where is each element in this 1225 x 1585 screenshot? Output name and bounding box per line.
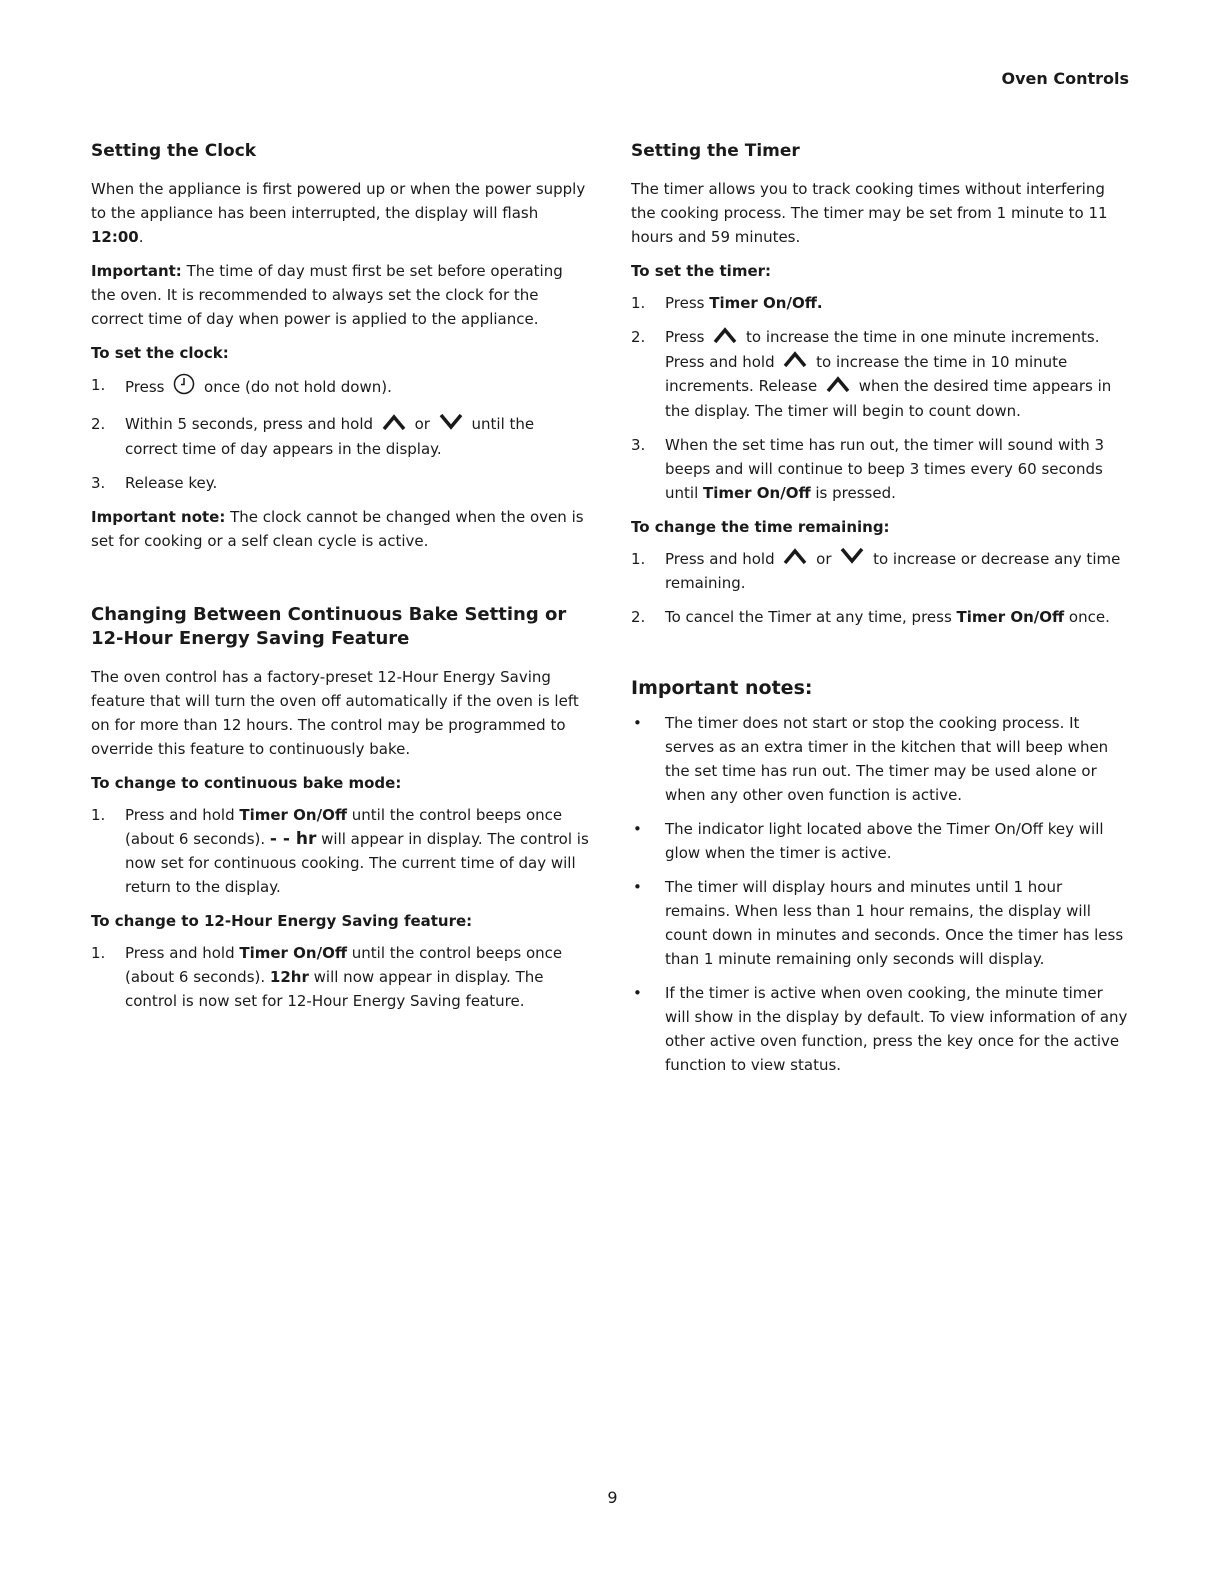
list-item: 1. Press and hold Timer On/Off until the control beeps once (about 6 seconds). - - hr will appear in display. The control is now set for continuous cooking. The current time of day will return to the display. — [91, 805, 589, 896]
list-item: 1. Press Timer On/Off. — [631, 294, 823, 312]
up-arrow-icon — [826, 375, 850, 399]
timer-steps — [631, 291, 1131, 505]
list-item: • The timer does not start or stop the cooking process. It serves as an extra timer in the kitchen that will beep when the set time has run out. The timer may be used alone or when any other oven function is active. — [633, 714, 1109, 804]
list-item: • The timer will display hours and minutes until 1 hour remains. When less than 1 hour remains, the display will count down in minutes and seconds. Once the timer has less than 1 minute remaining only seconds will display. — [633, 878, 1124, 968]
bake-subhead-energy: To change to 12-Hour Energy Saving feature: — [91, 911, 473, 930]
page-header: Oven Controls — [1001, 69, 1129, 88]
up-arrow-icon — [783, 350, 807, 374]
up-arrow-icon — [713, 326, 737, 350]
left-column — [91, 139, 591, 1023]
timer-section-title: Setting the Timer — [631, 141, 800, 161]
list-item: 3. When the set time has run out, the timer will sound with 3 beeps and will continue to beep 3 times every 60 seconds until Timer On/Off is pressed. — [631, 435, 1105, 502]
clock-intro: When the appliance is first powered up or when the power supply to the appliance has been interrupted, the display will flash 12:00. — [91, 180, 586, 246]
timer-intro: The timer allows you to track cooking times without interfering the cooking process. The timer may be set from 1 minute to 11 hours and 59 minutes. — [631, 180, 1108, 246]
clock-icon — [173, 373, 195, 402]
bake-subhead-continuous: To change to continuous bake mode: — [91, 773, 402, 792]
continuous-steps — [91, 803, 591, 899]
page-number: 9 — [607, 1488, 618, 1507]
clock-important: Important: The time of day must first be set before operating the oven. It is recommended to always set the clock for the correct time of day when power is applied to the appliance. — [91, 262, 563, 328]
clock-section-title: Setting the Clock — [91, 141, 257, 161]
right-column — [631, 139, 1131, 1087]
clock-note: Important note: The clock cannot be changed when the oven is set for cooking or a self clean cycle is active. — [91, 507, 584, 550]
energy-steps — [91, 941, 591, 1013]
down-arrow-icon — [439, 413, 463, 437]
timer-subhead: To set the timer: — [631, 262, 772, 280]
list-item: 1. Press and hold or to increase or decrease any time remaining. — [631, 547, 1131, 596]
bake-section-title: Changing Between Continuous Bake Setting or 12-Hour Energy Saving Feature — [91, 603, 567, 649]
list-item: 2. Press to increase the time in one minute increments. Press and hold to increase the time in 10 minute increments. Release when the desired time appears in the display. The timer will begin to count down. — [631, 325, 1131, 423]
clock-steps — [91, 373, 591, 495]
dash-hr-display: - - hr — [269, 828, 317, 849]
up-arrow-icon — [382, 413, 406, 437]
down-arrow-icon — [840, 547, 864, 571]
list-item: • The indicator light located above the Timer On/Off key will glow when the timer is active. — [633, 820, 1104, 862]
important-notes-list — [631, 711, 1131, 1077]
remaining-steps — [631, 547, 1131, 630]
list-item: 1. Press and hold Timer On/Off until the control beeps once (about 6 seconds). 12hr will now appear in display. The control is now set for 12-Hour Energy Saving feature. — [91, 943, 563, 1010]
list-item: 3. Release key. — [91, 473, 218, 492]
list-item: 1. Press once (do not hold down). — [91, 373, 591, 402]
important-notes-title: Important notes: — [631, 677, 813, 699]
timer-remaining-subhead: To change the time remaining: — [631, 517, 890, 536]
list-item: • If the timer is active when oven cooking, the minute timer will show in the display by default. To view information of any other active oven function, press the key once for the active function to view status. — [633, 984, 1128, 1074]
up-arrow-icon — [783, 547, 807, 571]
list-item: 2. Within 5 seconds, press and hold or until the correct time of day appears in the display. — [91, 412, 591, 461]
clock-subhead: To set the clock: — [91, 344, 229, 362]
bake-intro: The oven control has a factory-preset 12-Hour Energy Saving feature that will turn the oven off automatically if the oven is left on for more than 12 hours. The control may be programmed to override this feature to continuously bake. — [91, 667, 579, 758]
list-item: 2. To cancel the Timer at any time, press Timer On/Off once. — [631, 608, 1110, 626]
